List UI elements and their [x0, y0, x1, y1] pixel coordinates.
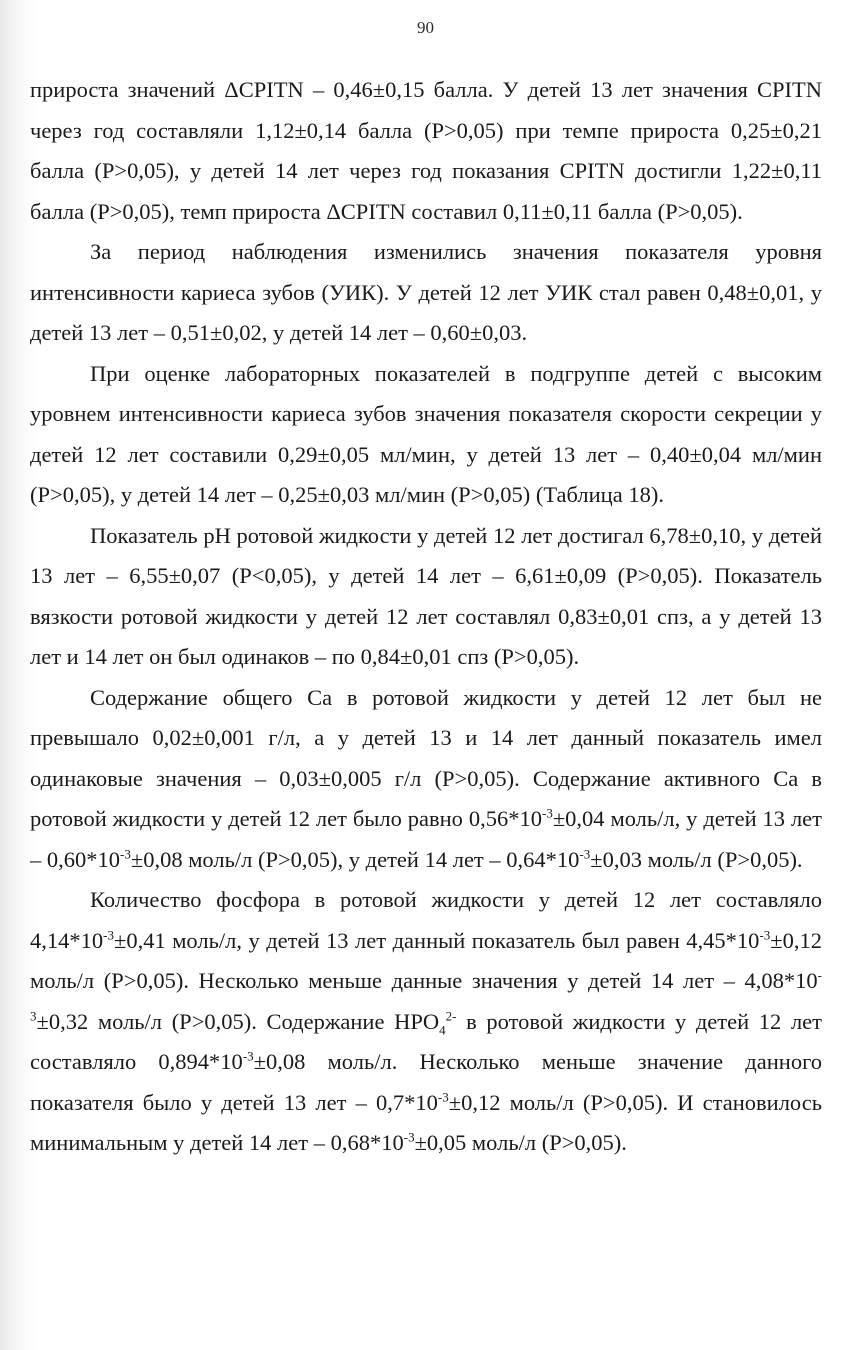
paragraph-6-part-c: ±0,12 моль/л (P>0,05). Несколько меньше данные значения у детей 14 лет – 4,08*10 [30, 927, 822, 993]
paragraph-4: Показатель pH ротовой жидкости у детей 12 лет достигал 6,78±0,10, у детей 13 лет – 6,55±0,07 (P<0,05), у детей 14 лет – 6,61±0,09 (P>0,05). Показатель вязкости ротовой жидкости у детей 12 лет составлял 0,83±0,01 спз, а у детей 13 лет и 14 лет он был одинаков – по 0,84±0,01 спз (P>0,05). [30, 522, 822, 669]
exponent: -3 [103, 927, 114, 942]
paragraph-5 [30, 678, 822, 881]
paragraph-2: За период наблюдения изменились значения показателя уровня интенсивности кариеса зубов (УИК). У детей 12 лет УИК стал равен 0,48±0,01, у детей 13 лет – 0,51±0,02, у детей 14 лет – 0,60±0,03. [30, 239, 822, 345]
paragraph-6-part-b: ±0,41 моль/л, у детей 13 лет данный показатель был равен 4,45*10 [113, 927, 760, 953]
exponent: -3 [30, 967, 822, 1023]
exponent: -3 [242, 1048, 254, 1064]
paragraph-6-part-f: ±0,08 моль/л. Несколько меньше значение данного показателя было у детей 13 лет – 0,7*10 [30, 1049, 822, 1115]
paragraph-5-part-a: Содержание общего Ca в ротовой жидкости у детей 12 лет был не превышало 0,02±0,001 г/л, а у детей 13 и 14 лет данный показатель имел одинаковые значения – 0,03±0,005 г/л (P>0,05). Содержание активного Ca в ротовой жидкости у детей 12 лет было равно 0,56*10 [30, 684, 822, 831]
paragraph-5-part-b: ±0,04 моль/л, у детей 13 лет – 0,60*10 [30, 806, 823, 872]
paragraph-6-part-h: ±0,05 моль/л (P>0,05). [414, 1130, 627, 1155]
paragraph-6 [30, 880, 822, 1164]
body-text [30, 70, 822, 1164]
exponent: -3 [120, 846, 131, 861]
exponent: -3 [403, 1129, 415, 1145]
exponent: -3 [437, 1089, 449, 1104]
charge-superscript: 2- [445, 1008, 457, 1023]
paragraph-5-part-d: ±0,03 моль/л (P>0,05). [590, 846, 803, 872]
paragraph-6-part-a: Количество фосфора в ротовой жидкости у детей 12 лет составляло 4,14*10 [30, 887, 822, 953]
paragraph-3: При оценке лабораторных показателей в подгруппе детей с высоким уровнем интенсивности кариеса зубов значения показателя скорости секреции у детей 12 лет составили 0,29±0,05 мл/мин, у детей 13 лет – 0,40±0,04 мл/мин (P>0,05), у детей 14 лет – 0,25±0,03 мл/мин (P>0,05) (Таблица 18). [30, 360, 822, 507]
paragraph-6-part-g: ±0,12 моль/л (P>0,05). И становилось минимальным у детей 14 лет – 0,68*10 [30, 1089, 822, 1155]
paragraph-6-part-e: в ротовой жидкости у детей 12 лет составляло 0,894*10 [30, 1008, 822, 1074]
exponent: -3 [759, 927, 771, 942]
paragraph-6-part-d: ±0,32 моль/л (P>0,05). Содержание HPO [36, 1008, 440, 1034]
page-number: 90 [417, 18, 434, 37]
subscript: 4 [439, 1022, 446, 1037]
paragraph-5-part-c: ±0,08 моль/л (P>0,05), у детей 14 лет – 0,64*10 [130, 846, 580, 872]
exponent: -3 [579, 846, 591, 861]
exponent: -3 [541, 805, 553, 821]
paragraph-1: прироста значений ΔCPITN – 0,46±0,15 балла. У детей 13 лет значения CPITN через год составляли 1,12±0,14 балла (P>0,05) при темпе прироста 0,25±0,21 балла (P>0,05), у детей 14 лет через год показания CPITN достигли 1,22±0,11 балла (P>0,05), темп прироста ΔCPITN составил 0,11±0,11 балла (P>0,05). [30, 77, 822, 224]
